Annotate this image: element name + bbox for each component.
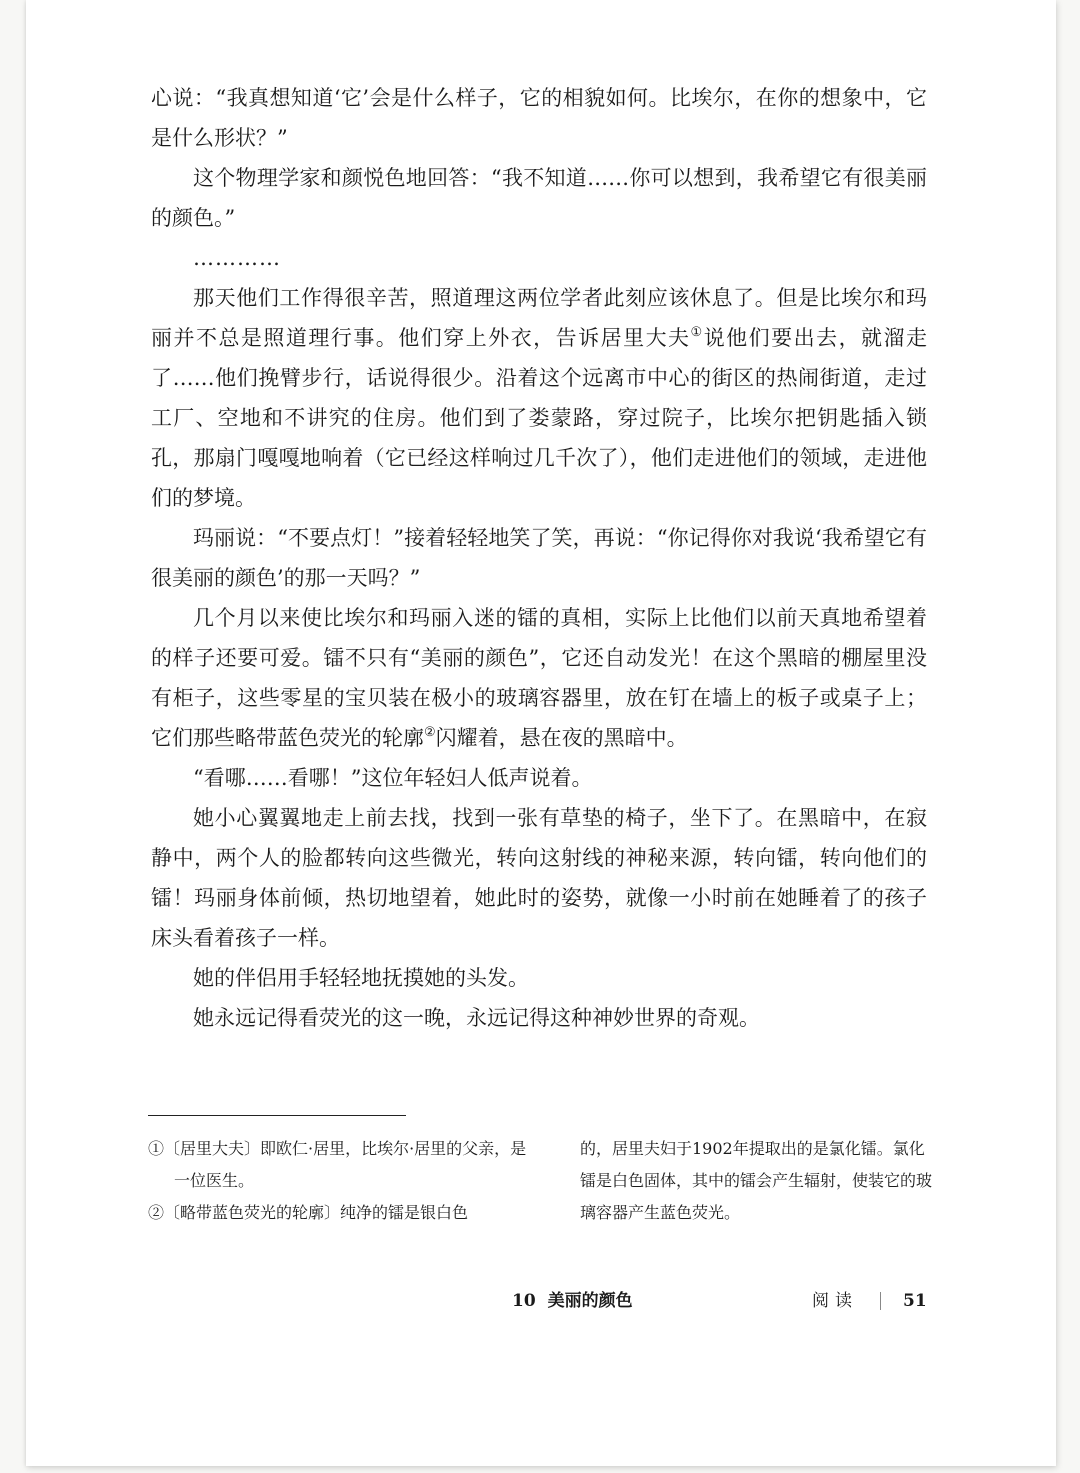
- page-number: 51: [903, 1291, 927, 1311]
- paragraph-text: 那天他们工作得很辛苦，照道理这两位学者此刻应该休息了。但是比埃尔和玛丽并不总是照道理行事。他们穿上外衣，告诉居里大夫: [151, 286, 927, 350]
- paragraph: [151, 518, 927, 598]
- footnote-marker: ②: [424, 725, 436, 740]
- paragraph-text: 心说：“我真想知道‘它’会是什么样子，它的相貌如何。比埃尔，在你的想象中，它是什么形状？”: [151, 86, 927, 150]
- paragraph: [151, 998, 927, 1038]
- footer-chapter: [512, 1286, 633, 1316]
- paragraph-text: 她小心翼翼地走上前去找，找到一张有草垫的椅子，坐下了。在黑暗中，在寂静中，两个人的脸都转向这些微光，转向这射线的神秘来源，转向镭，转向他们的镭！玛丽身体前倾，热切地望着，她此时的姿势，就像一小时前在她睡着了的孩子床头看着孩子一样。: [151, 806, 927, 950]
- paragraph: [151, 238, 927, 278]
- paragraph: [151, 598, 927, 758]
- footer-section-label: 阅读: [812, 1291, 858, 1311]
- footnotes-right-column: [580, 1133, 934, 1229]
- paragraph-text: 她永远记得看荧光的这一晚，永远记得这种神妙世界的奇观。: [193, 1006, 760, 1030]
- footnote-2-continued: 的，居里夫妇于1902年提取出的是氯化镭。氯化镭是白色固体，其中的镭会产生辐射，使装它的玻璃容器产生蓝色荧光。: [580, 1139, 933, 1222]
- footer-chapter-title: 美丽的颜色: [547, 1291, 633, 1311]
- paragraph-text: …………: [193, 246, 281, 270]
- paragraph-text: 闪耀着，悬在夜的黑暗中。: [435, 726, 688, 750]
- body-text: [151, 78, 927, 1038]
- paragraph-text: 她的伴侣用手轻轻地抚摸她的头发。: [193, 966, 529, 990]
- paragraph-text: 说他们要出去，就溜走了……他们挽臂步行，话说得很少。沿着这个远离市中心的街区的热闹街道，走过工厂、空地和不讲究的住房。他们到了娄蒙路，穿过院子，比埃尔把钥匙插入锁孔，那扇门嘎嘎地响着（它已经这样响过几千次了），他们走进他们的领域，走进他们的梦境。: [151, 326, 928, 510]
- paragraph-text: “看哪……看哪！”这位年轻妇人低声说着。: [193, 766, 593, 790]
- page-footer: [0, 1286, 1080, 1316]
- paragraph: [151, 278, 927, 518]
- footer-chapter-number: 10: [512, 1291, 536, 1311]
- paragraph: [151, 758, 927, 798]
- paragraph-text: 几个月以来使比埃尔和玛丽入迷的镭的真相，实际上比他们以前天真地希望着的样子还要可爱。镭不只有“美丽的颜色”，它还自动发光！在这个黑暗的棚屋里没有柜子，这些零星的宝贝装在极小的玻璃容器里，放在钉在墙上的板子或桌子上；它们那些略带蓝色荧光的轮廓: [151, 606, 927, 750]
- footnote-1: ①〔居里大夫〕即欧仁·居里，比埃尔·居里的父亲，是一位医生。: [148, 1139, 527, 1190]
- footnote-divider: [148, 1115, 406, 1116]
- footnote-marker: ①: [690, 325, 704, 340]
- footnote-2: ②〔略带蓝色荧光的轮廓〕纯净的镭是银白色: [148, 1203, 469, 1222]
- paragraph: [151, 958, 927, 998]
- paragraph: [151, 78, 927, 158]
- footnotes-left-column: [148, 1133, 528, 1229]
- paragraph-text: 这个物理学家和颜悦色地回答：“我不知道……你可以想到，我希望它有很美丽的颜色。”: [151, 166, 927, 230]
- paragraph: [151, 158, 927, 238]
- paragraph: [151, 798, 927, 958]
- footer-separator: [880, 1292, 881, 1310]
- paragraph-text: 玛丽说：“不要点灯！”接着轻轻地笑了笑，再说：“你记得你对我说‘我希望它有很美丽的颜色’的那一天吗？”: [151, 526, 927, 590]
